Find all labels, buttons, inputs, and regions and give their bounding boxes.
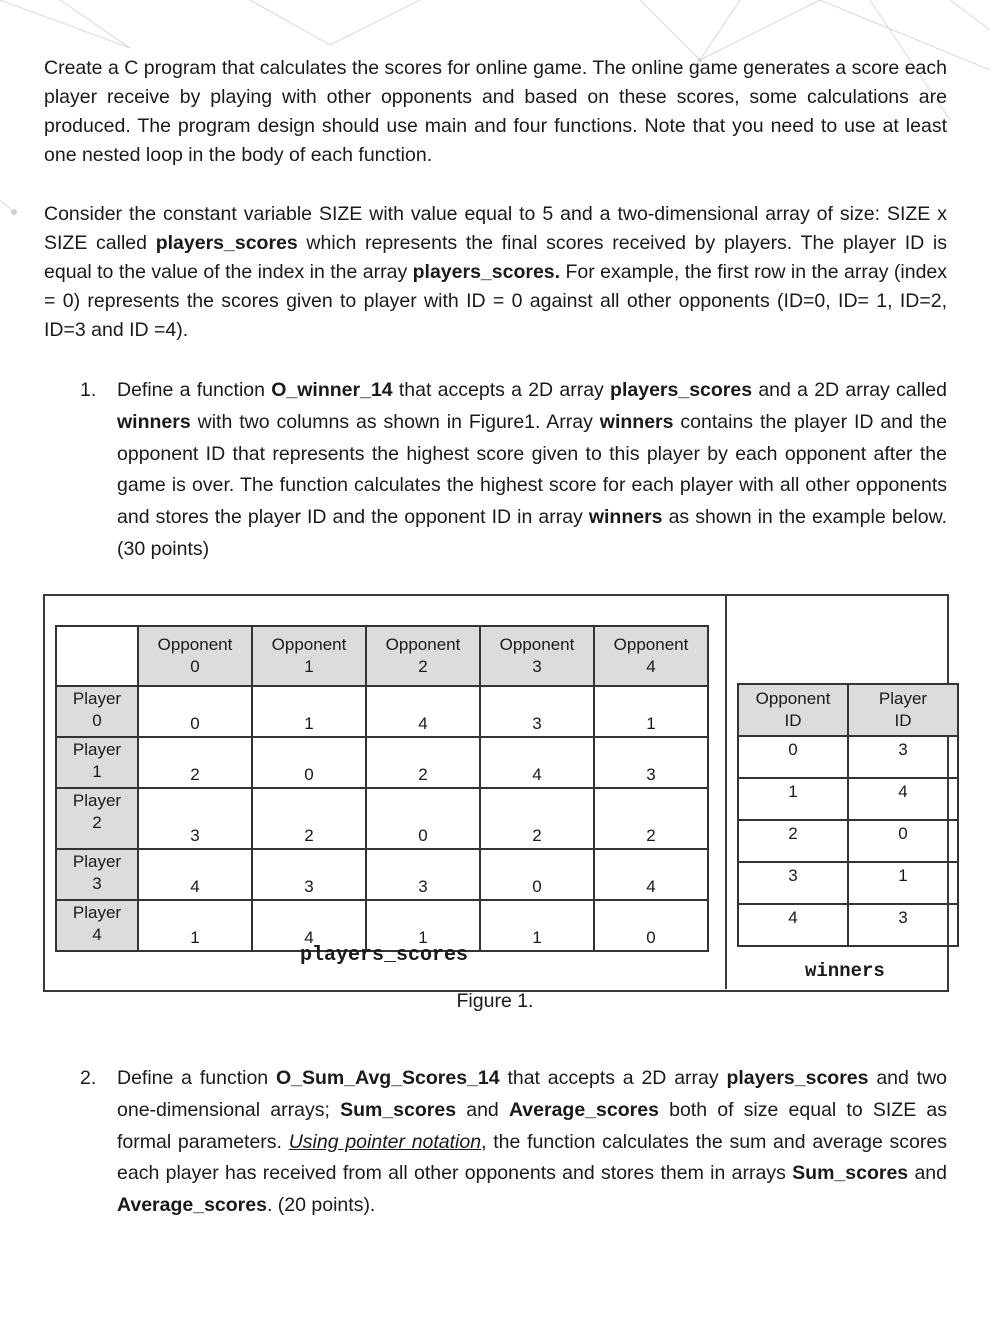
player-label-4: Player 4 (56, 900, 138, 951)
p2-players-scores-2: players_scores. (412, 261, 561, 283)
table-row (738, 778, 958, 820)
score-cell: 1 (252, 686, 366, 737)
p2-text-c: which represents the final scores received by players. The player ID is equal to the value of the index in the array (44, 232, 947, 283)
score-cell: 2 (480, 788, 594, 849)
figure-divider (725, 595, 727, 989)
winners-cell: 1 (738, 778, 848, 820)
p2-players-scores-1: players_scores (155, 232, 298, 254)
score-cell: 0 (594, 900, 708, 951)
score-cell: 4 (138, 849, 252, 900)
winners-header-row (738, 684, 958, 736)
winners-cell: 0 (738, 736, 848, 778)
score-cell: 0 (252, 737, 366, 788)
winners-cell: 4 (848, 778, 958, 820)
question-2-text: Define a function O_Sum_Avg_Scores_14 that accepts a 2D array players_scores and two one-dimensional arrays; Sum_scores and Average_scores both of size equal to SIZE as formal parameters. Using pointer notation, the function calculates the sum and average scores each player has received from all other opponents and stores them in arrays Sum_scores and Average_scores. (20 points). (117, 1067, 948, 1217)
player-label-2: Player 2 (56, 788, 138, 849)
winners-cell: 1 (848, 862, 958, 904)
score-cell: 1 (138, 900, 252, 951)
question-1-number: 1. (80, 379, 97, 401)
question-1 (80, 375, 947, 566)
player-label-1: Player 1 (56, 737, 138, 788)
winners-cell: 2 (738, 820, 848, 862)
winners-cell: 4 (738, 904, 848, 946)
table-row (56, 788, 708, 849)
p2-text-e: For example, the first row in the array (index = 0) represents the scores given to player with ID = 0 against all other opponents (ID=0, ID= 1, ID=2, ID=3 and ID =4). (44, 261, 948, 341)
table-row (56, 849, 708, 900)
p2-text-a: Consider the constant variable SIZE with value equal to 5 and a two-dimensional array of size: SIZE x SIZE called (44, 203, 947, 254)
winners-header-player-id: Player ID (848, 684, 958, 736)
opponent-header-row (56, 626, 708, 686)
player-label-3: Player 3 (56, 849, 138, 900)
opponent-header-3: Opponent 3 (480, 626, 594, 686)
score-cell: 2 (366, 737, 480, 788)
score-cell: 4 (594, 849, 708, 900)
winners-cell: 3 (848, 736, 958, 778)
winners-label: winners (805, 960, 885, 982)
figure-caption: Figure 1. (456, 990, 534, 1012)
opponent-header-1: Opponent 1 (252, 626, 366, 686)
score-cell: 0 (366, 788, 480, 849)
score-cell: 0 (138, 686, 252, 737)
corner-cell (56, 626, 138, 686)
score-cell: 3 (594, 737, 708, 788)
table-row (56, 686, 708, 737)
score-cell: 1 (594, 686, 708, 737)
score-cell: 1 (480, 900, 594, 951)
score-cell: 3 (252, 849, 366, 900)
function-name-o-winner: O_winner_14 (271, 379, 393, 401)
function-name-o-sum-avg: O_Sum_Avg_Scores_14 (275, 1067, 500, 1089)
table-row (738, 862, 958, 904)
table-row (738, 736, 958, 778)
players-scores-table (55, 625, 709, 952)
table-row (738, 820, 958, 862)
score-cell: 2 (138, 737, 252, 788)
score-cell: 0 (480, 849, 594, 900)
winners-table (737, 683, 959, 947)
winners-cell: 0 (848, 820, 958, 862)
score-cell: 1 (366, 900, 480, 951)
score-cell: 3 (366, 849, 480, 900)
score-cell: 2 (252, 788, 366, 849)
question-2-number: 2. (80, 1067, 97, 1089)
winners-cell: 3 (738, 862, 848, 904)
table-row (56, 737, 708, 788)
score-cell: 4 (480, 737, 594, 788)
opponent-header-0: Opponent 0 (138, 626, 252, 686)
score-cell: 3 (480, 686, 594, 737)
score-cell: 3 (138, 788, 252, 849)
intro-paragraph-1: Create a C program that calculates the scores for online game. The online game generates a score each player receive by playing with other opponents and based on these scores, some calculations are produced. The program design should use main and four functions. Note that you need to use at least one nested loop in the body of each function. (44, 57, 947, 166)
winners-cell: 3 (848, 904, 958, 946)
table-row (738, 904, 958, 946)
pointer-notation-emphasis: Using pointer notation (288, 1130, 482, 1153)
winners-header-opponent-id: Opponent ID (738, 684, 848, 736)
player-label-0: Player 0 (56, 686, 138, 737)
score-cell: 4 (366, 686, 480, 737)
question-1-text: Define a function O_winner_14 that accepts a 2D array players_scores and a 2D array called winners with two columns as shown in Figure1. Array winners contains the player ID and the opponent ID that represents the highest score given to this player by each opponent after the game is over. The function calculates the highest score for each player with all other opponents and stores the player ID and the opponent ID in array winners as shown in the example below. (30 points) (117, 379, 947, 560)
intro-paragraph-2 (44, 200, 947, 345)
score-cell: 2 (594, 788, 708, 849)
score-cell: 4 (252, 900, 366, 951)
opponent-header-2: Opponent 2 (366, 626, 480, 686)
question-2 (80, 1063, 947, 1222)
opponent-header-4: Opponent 4 (594, 626, 708, 686)
players-scores-label: players_scores (300, 944, 469, 967)
